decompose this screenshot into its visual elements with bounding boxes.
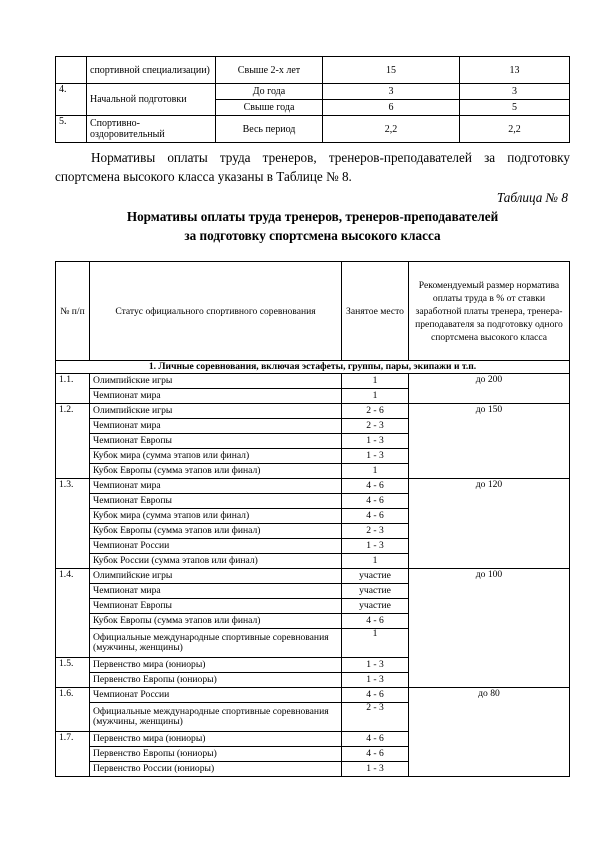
rate-percent [409,658,570,688]
place: 1 - 3 [342,449,409,464]
competition-status: Кубок Европы (сумма этапов или финал) [90,464,342,479]
place: 1 - 3 [342,658,409,673]
competition-status: Чемпионат мира [90,389,342,404]
place: 2 - 3 [342,524,409,539]
table-row [56,658,570,673]
place: 2 - 6 [342,404,409,419]
place: 1 - 3 [342,434,409,449]
place: 1 [342,374,409,389]
value-b: 3 [460,84,570,100]
value-b: 2,2 [460,116,570,143]
table-row [56,374,570,389]
place: 4 - 6 [342,509,409,524]
table-row [56,569,570,584]
section-title: 1. Личные соревнования, включая эстафеты, группы, пары, экипажи и т.п. [56,361,570,374]
competition-status: Чемпионат Европы [90,434,342,449]
stage-name: Начальной подготовки [87,84,216,116]
value-a: 6 [323,100,460,116]
competition-status: Первенство России (юниоры) [90,762,342,777]
competition-status: Первенство мира (юниоры) [90,658,342,673]
competition-status: Олимпийские игры [90,569,342,584]
value-a: 3 [323,84,460,100]
rate-percent [409,732,570,777]
row-number: 5. [56,116,87,143]
rate-percent: до 100 [409,569,570,658]
table-body [56,374,570,777]
table-row [56,479,570,494]
competition-status: Чемпионат мира [90,479,342,494]
competition-status: Первенство Европы (юниоры) [90,673,342,688]
value-b: 5 [460,100,570,116]
group-number: 1.7. [56,732,90,777]
place: участие [342,584,409,599]
competition-status: Чемпионат мира [90,419,342,434]
place: 1 [342,464,409,479]
group-number: 1.5. [56,658,90,688]
place: 2 - 3 [342,703,409,732]
competition-status: Кубок мира (сумма этапов или финал) [90,449,342,464]
place: участие [342,599,409,614]
period: Весь период [216,116,323,143]
period: До года [216,84,323,100]
value-a: 15 [323,57,460,84]
group-number: 1.2. [56,404,90,479]
competition-status: Чемпионат России [90,539,342,554]
table-heading-line1: Нормативы оплаты труда тренеров, тренеров-преподавателей [126,209,499,224]
period: Свыше года [216,100,323,116]
competition-status: Кубок России (сумма этапов или финал) [90,554,342,569]
place: 4 - 6 [342,688,409,703]
rate-percent: до 150 [409,404,570,479]
group-number: 1.3. [56,479,90,569]
rate-percent: до 200 [409,374,570,404]
place: 4 - 6 [342,747,409,762]
competition-status: Первенство мира (юниоры) [90,732,342,747]
competition-status: Чемпионат мира [90,584,342,599]
competition-status: Официальные международные спортивные соревнования (мужчины, женщины) [90,629,342,658]
section-row [56,361,570,374]
place: 4 - 6 [342,614,409,629]
table-header-row [56,262,570,361]
place: 4 - 6 [342,479,409,494]
header-rate: Рекомендуемый размер норматива оплаты труда в % от ставки заработной платы тренера, тренера-преподавателя за подготовку одного спортсмена высокого класса [409,262,570,361]
place: 1 - 3 [342,539,409,554]
table-row [56,688,570,703]
intro-paragraph: Нормативы оплаты труда тренеров, тренеров-преподавателей за подготовку спортсмена высокого класса указаны в Таблице № 8. [55,150,570,184]
competition-status: Кубок Европы (сумма этапов или финал) [90,614,342,629]
place: 2 - 3 [342,419,409,434]
table-8 [55,261,570,777]
header-status: Статус официального спортивного соревнования [90,262,342,361]
header-num: № п/п [56,262,90,361]
group-number: 1.6. [56,688,90,732]
group-number: 1.1. [56,374,90,404]
place: 1 [342,629,409,658]
competition-status: Официальные международные спортивные соревнования (мужчины, женщины) [90,703,342,732]
competition-status: Олимпийские игры [90,374,342,389]
competition-status: Кубок мира (сумма этапов или финал) [90,509,342,524]
stage-name: спортивной специализации) [87,57,216,84]
place: 4 - 6 [342,732,409,747]
place: 1 [342,389,409,404]
header-place: Занятое место [342,262,409,361]
place: 1 [342,554,409,569]
value-b: 13 [460,57,570,84]
group-number: 1.4. [56,569,90,658]
norms-table-continued [55,56,570,143]
row-number: 4. [56,84,87,116]
table-heading-line2: за подготовку спортсмена высокого класса [184,228,441,243]
competition-status: Чемпионат Европы [90,599,342,614]
place: 1 - 3 [342,673,409,688]
table-row [56,404,570,419]
period: Свыше 2-х лет [216,57,323,84]
stage-name: Спортивно-оздоровительный [87,116,216,143]
row-number [56,57,87,84]
competition-status: Олимпийские игры [90,404,342,419]
place: участие [342,569,409,584]
rate-percent: до 120 [409,479,570,569]
competition-status: Чемпионат России [90,688,342,703]
place: 1 - 3 [342,762,409,777]
rate-percent: до 80 [409,688,570,732]
place: 4 - 6 [342,494,409,509]
competition-status: Первенство Европы (юниоры) [90,747,342,762]
table-label: Таблица № 8 [496,190,568,205]
value-a: 2,2 [323,116,460,143]
table-row [56,732,570,747]
competition-status: Чемпионат Европы [90,494,342,509]
competition-status: Кубок Европы (сумма этапов или финал) [90,524,342,539]
